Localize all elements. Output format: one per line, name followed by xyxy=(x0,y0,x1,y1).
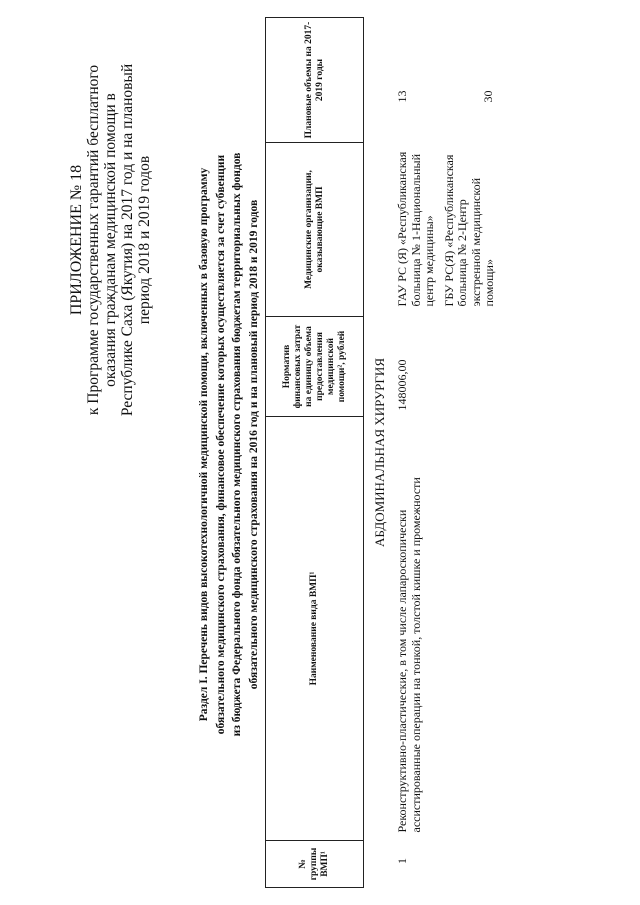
annex-line: период 2018 и 2019 годов xyxy=(136,155,153,325)
annex-line: оказания гражданам медицинской помощи в xyxy=(102,93,119,387)
vmp-name-cell: Реконструктивно-пластические, в том числе лапароскопически ассистированные операции на тонкой, толстой кишке и промежности xyxy=(395,477,423,833)
annex-line: Республике Саха (Якутия) на 2017 год и на плановый xyxy=(119,63,136,417)
organization-item: ГБУ РС(Я) «Республиканская больница № 2-Центр экстренной медицинской помощи» xyxy=(441,154,496,307)
cost-cell: 148006,00 xyxy=(395,359,409,411)
annex-header xyxy=(68,60,153,420)
volume-item: 30 xyxy=(481,90,495,103)
organizations-cell xyxy=(396,143,503,317)
table-header-row xyxy=(266,18,364,888)
annex-line: к Программе государственных гарантий бесплатного xyxy=(85,64,102,416)
volume-item: 13 xyxy=(395,90,409,103)
vmp-table xyxy=(265,17,503,888)
header-vmp-name: Наименование вида ВМП¹ xyxy=(266,417,364,841)
section-title-line: обязательного медицинского страхования, финансовое обеспечение которых осуществляется за счет субвенции xyxy=(214,154,227,735)
organization-item: ГАУ РС (Я) «Республиканская больница № 1-Национальный центр медицины» xyxy=(395,151,436,307)
section-heading: АБДОМИНАЛЬНАЯ ХИРУРГИЯ xyxy=(372,358,387,548)
section-title-line: обязательного медицинского страхования на 2016 год и на плановый период 2018 и 2019 годов xyxy=(247,199,260,690)
annex-title: ПРИЛОЖЕНИЕ № 18 xyxy=(68,164,85,316)
header-planned-volumes: Плановые объемы на 2017-2019 годы xyxy=(266,18,364,143)
section-title-line: Раздел I. Перечень видов высокотехнологичной медицинской помощи, включенных в базовую программу xyxy=(198,167,210,722)
header-medical-organizations: Медицинские организации, оказывающие ВМП xyxy=(266,143,364,317)
table-section-row xyxy=(364,18,397,888)
header-group-number: № группы ВМП¹ xyxy=(266,841,364,888)
header-cost-standard: Норматив финансовых затрат на единицу объема предоставления медицинской помощи², рублей xyxy=(266,317,364,417)
volumes-cell xyxy=(396,18,503,143)
group-number-cell: 1 xyxy=(395,858,409,864)
table-row xyxy=(396,18,503,888)
section-title-line: из бюджета Федерального фонда обязательного медицинского страхования бюджетам территориальных фондов xyxy=(231,152,243,737)
section-title xyxy=(196,132,262,757)
